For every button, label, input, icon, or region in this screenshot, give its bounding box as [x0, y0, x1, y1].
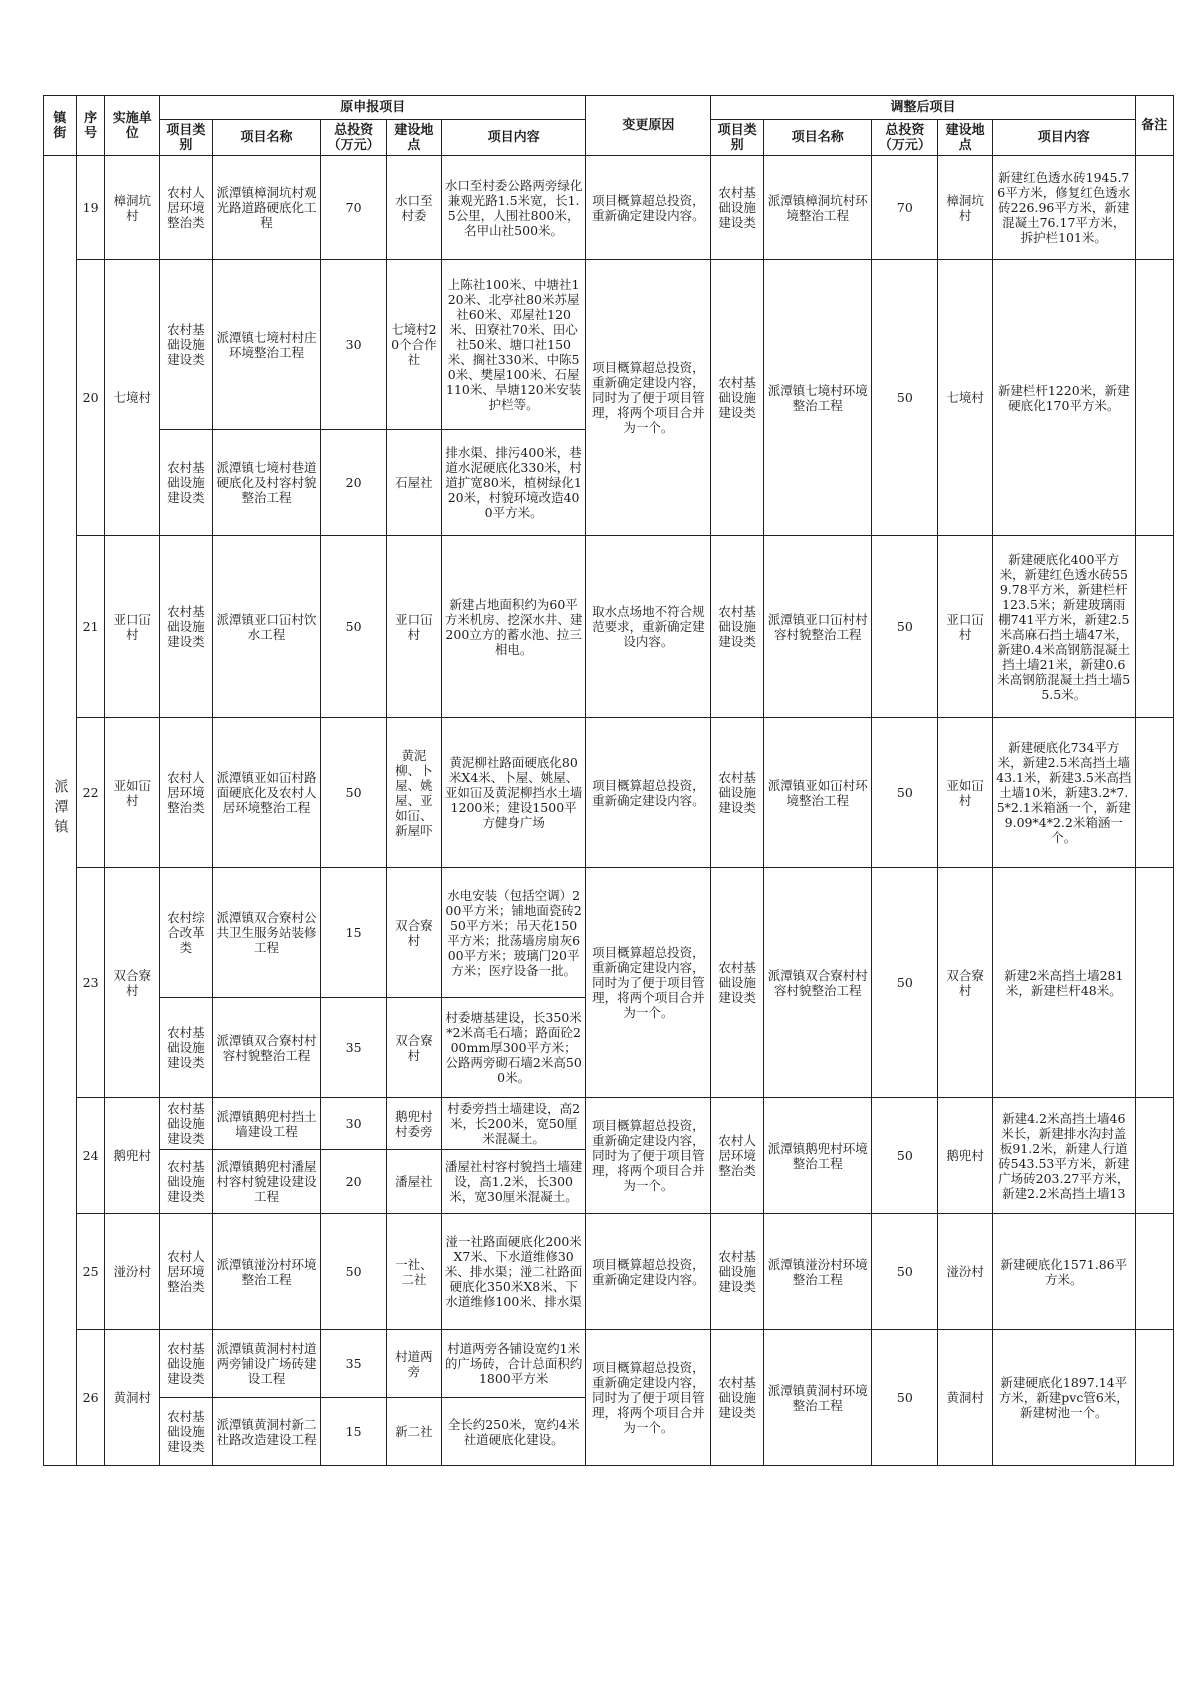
orig-investment: 15: [321, 1398, 387, 1466]
remark-cell: [1135, 1098, 1173, 1214]
adj-name: 派潭镇鹅兜村环境整治工程: [763, 1098, 871, 1214]
orig-category: 农村基础设施建设类: [160, 998, 213, 1098]
orig-location: 双合寮村: [386, 998, 441, 1098]
orig-name: 派潭镇樟洞坑村观光路道路硬底化工程: [212, 156, 320, 260]
adj-name: 派潭镇黄洞村环境整治工程: [763, 1330, 871, 1466]
orig-location: 新二社: [386, 1398, 441, 1466]
orig-content: 潘屋社村容村貌挡土墙建设，高1.2米，长300米，宽30厘米混凝土。: [441, 1150, 586, 1214]
header-unit: 实施单位: [105, 96, 160, 156]
orig-content: 水电安装（包括空调）200平方米；铺地面瓷砖250平方米；吊天花150平方米；批荡墙房扇灰600平方米；玻璃门20平方米；医疗设备一批。: [441, 868, 586, 998]
orig-investment: 20: [321, 1150, 387, 1214]
row-seq: 22: [76, 718, 104, 868]
adj-investment: 50: [872, 536, 938, 718]
header-adj-investment: 总投资（万元）: [872, 120, 938, 156]
adj-location: 双合寮村: [938, 868, 993, 1098]
orig-content: 黄泥柳社路面硬底化80米X4米、卜屋、姚屋、亚如冚及黄泥柳挡水土墙1200米；建设1500平方健身广场: [441, 718, 586, 868]
row-seq: 24: [76, 1098, 104, 1214]
row-seq: 23: [76, 868, 104, 1098]
adj-location: 亚如冚村: [938, 718, 993, 868]
adj-name: 派潭镇双合寮村村容村貌整治工程: [763, 868, 871, 1098]
orig-category: 农村人居环境整治类: [160, 718, 213, 868]
adj-location: 樟洞坑村: [938, 156, 993, 260]
orig-location: 七境村20个合作社: [386, 260, 441, 430]
orig-content: 湴一社路面硬底化200米X7米、下水道维修30米、排水渠；湴二社路面硬底化350米X8米、下水道维修100米、排水渠: [441, 1214, 586, 1330]
adj-content: 新建4.2米高挡土墙46米长，新建排水沟封盖板91.2米，新建人行道砖543.53平方米，新建广场砖203.27平方米，新建2.2米高挡土墙13: [993, 1098, 1136, 1214]
town-cell: 派潭镇: [44, 156, 77, 1466]
orig-category: 农村人居环境整治类: [160, 156, 213, 260]
orig-content: 排水渠、排污400米，巷道水泥硬底化330米，村道扩宽80米，植树绿化120米，村貌环境改造400平方米。: [441, 430, 586, 536]
row-unit: 亚口冚村: [105, 536, 160, 718]
adj-category: 农村基础设施建设类: [711, 536, 764, 718]
row-seq: 20: [76, 260, 104, 536]
row-unit: 鹅兜村: [105, 1098, 160, 1214]
orig-investment: 35: [321, 1330, 387, 1398]
adj-location: 鹅兜村: [938, 1098, 993, 1214]
row-unit: 双合寮村: [105, 868, 160, 1098]
orig-category: 农村基础设施建设类: [160, 1398, 213, 1466]
row-unit: 七境村: [105, 260, 160, 536]
orig-name: 派潭镇亚口冚村饮水工程: [212, 536, 320, 718]
orig-investment: 50: [321, 536, 387, 718]
orig-category: 农村基础设施建设类: [160, 1098, 213, 1150]
orig-content: 上陈社100米、中塘社120米、北亭社80米苏屋社60米、邓屋社120米、田寮社70米、田心社50米、塘口社150米、搁社330米、中陈50米、樊屋100米、石屋110米、旱塘120米安装护栏等。: [441, 260, 586, 430]
table-row: [44, 1214, 1174, 1330]
adj-location: 亚口冚村: [938, 536, 993, 718]
adj-category: 农村基础设施建设类: [711, 156, 764, 260]
table-row: [44, 536, 1174, 718]
change-reason: 项目概算超总投资，重新确定建设内容。: [586, 1214, 711, 1330]
adj-name: 派潭镇亚如冚村环境整治工程: [763, 718, 871, 868]
orig-investment: 30: [321, 260, 387, 430]
change-reason: 项目概算超总投资，重新确定建设内容。: [586, 718, 711, 868]
header-change-reason: 变更原因: [586, 96, 711, 156]
change-reason: 项目概算超总投资，重新确定建设内容，同时为了便于项目管理，将两个项目合并为一个。: [586, 260, 711, 536]
change-reason: 项目概算超总投资，重新确定建设内容，同时为了便于项目管理，将两个项目合并为一个。: [586, 1098, 711, 1214]
orig-location: 双合寮村: [386, 868, 441, 998]
orig-name: 派潭镇黄洞村村道两旁铺设广场砖建设工程: [212, 1330, 320, 1398]
orig-investment: 35: [321, 998, 387, 1098]
adj-category: 农村基础设施建设类: [711, 1330, 764, 1466]
adj-category: 农村基础设施建设类: [711, 260, 764, 536]
orig-investment: 70: [321, 156, 387, 260]
orig-name: 派潭镇七境村巷道硬底化及村容村貌整治工程: [212, 430, 320, 536]
orig-content: 村道两旁各铺设宽约1米的广场砖，合计总面积约1800平方米: [441, 1330, 586, 1398]
orig-name: 派潭镇湴汾村环境整治工程: [212, 1214, 320, 1330]
adj-category: 农村基础设施建设类: [711, 718, 764, 868]
adj-location: 湴汾村: [938, 1214, 993, 1330]
orig-category: 农村人居环境整治类: [160, 1214, 213, 1330]
table-row: [44, 868, 1174, 998]
row-unit: 樟洞坑村: [105, 156, 160, 260]
table-row: [44, 260, 1174, 430]
row-seq: 21: [76, 536, 104, 718]
orig-investment: 30: [321, 1098, 387, 1150]
orig-content: 村委旁挡土墙建设，高2米，长200米，宽50厘米混凝土。: [441, 1098, 586, 1150]
adj-content: 新建2米高挡土墙281米，新建栏杆48米。: [993, 868, 1136, 1098]
orig-investment: 15: [321, 868, 387, 998]
header-adj-content: 项目内容: [993, 120, 1136, 156]
adj-investment: 50: [872, 260, 938, 536]
header-orig-location: 建设地点: [386, 120, 441, 156]
header-original-group: 原申报项目: [160, 96, 586, 120]
orig-content: 村委塘基建设，长350米*2米高毛石墙；路面砼200mm厚300平方米；公路两旁砌石墙2米高500米。: [441, 998, 586, 1098]
orig-name: 派潭镇亚如冚村路面硬底化及农村人居环境整治工程: [212, 718, 320, 868]
orig-name: 派潭镇鹅兜村挡土墙建设工程: [212, 1098, 320, 1150]
row-seq: 26: [76, 1330, 104, 1466]
adj-content: 新建硬底化1897.14平方米，新建pvc管6米，新建树池一个。: [993, 1330, 1136, 1466]
project-adjustment-table-page: [43, 95, 1174, 1466]
orig-investment: 20: [321, 430, 387, 536]
orig-location: 石屋社: [386, 430, 441, 536]
orig-name: 派潭镇黄洞村新二社路改造建设工程: [212, 1398, 320, 1466]
orig-name: 派潭镇双合寮村村容村貌整治工程: [212, 998, 320, 1098]
adj-name: 派潭镇湴汾村环境整治工程: [763, 1214, 871, 1330]
orig-investment: 50: [321, 718, 387, 868]
change-reason: 项目概算超总投资，重新确定建设内容。: [586, 156, 711, 260]
orig-content: 新建占地面积约为60平方米机房、挖深水井、建200立方的蓄水池、拉三相电。: [441, 536, 586, 718]
table-row: [44, 718, 1174, 868]
orig-category: 农村基础设施建设类: [160, 1150, 213, 1214]
orig-location: 鹅兜村村委旁: [386, 1098, 441, 1150]
orig-location: 亚口冚村: [386, 536, 441, 718]
header-adj-name: 项目名称: [763, 120, 871, 156]
adj-content: 新建硬底化734平方米，新建2.5米高挡土墙43.1米，新建3.5米高挡土墙10米，新建3.2*7.5*2.1米箱涵一个，新建9.09*4*2.2米箱涵一个。: [993, 718, 1136, 868]
remark-cell: [1135, 536, 1173, 718]
adj-content: 新建硬底化1571.86平方米。: [993, 1214, 1136, 1330]
header-adj-location: 建设地点: [938, 120, 993, 156]
orig-investment: 50: [321, 1214, 387, 1330]
orig-content: 全长约250米，宽约4米社道硬底化建设。: [441, 1398, 586, 1466]
adj-investment: 50: [872, 868, 938, 1098]
remark-cell: [1135, 1214, 1173, 1330]
adj-content: 新建硬底化400平方米，新建红色透水砖559.78平方米，新建栏杆123.5米；新建玻璃雨棚741平方米，新建2.5米高麻石挡土墙47米，新建0.4米高钢筋混凝土挡土墙21米，新建0.6米高钢筋混凝土挡土墙55.5米。: [993, 536, 1136, 718]
adj-name: 派潭镇樟洞坑村环境整治工程: [763, 156, 871, 260]
adj-investment: 50: [872, 1098, 938, 1214]
remark-cell: [1135, 718, 1173, 868]
orig-location: 潘屋社: [386, 1150, 441, 1214]
orig-location: 村道两旁: [386, 1330, 441, 1398]
row-unit: 湴汾村: [105, 1214, 160, 1330]
remark-cell: [1135, 1330, 1173, 1466]
header-orig-investment: 总投资（万元）: [321, 120, 387, 156]
table-row: [44, 1330, 1174, 1398]
adj-content: 新建红色透水砖1945.76平方米，修复红色透水砖226.96平方米，新建混凝土76.17平方米，拆护栏101米。: [993, 156, 1136, 260]
adj-investment: 50: [872, 1214, 938, 1330]
header-seq: 序号: [76, 96, 104, 156]
orig-name: 派潭镇鹅兜村潘屋村容村貌建设建设工程: [212, 1150, 320, 1214]
orig-location: 一社、二社: [386, 1214, 441, 1330]
row-unit: 亚如冚村: [105, 718, 160, 868]
adj-location: 七境村: [938, 260, 993, 536]
orig-category: 农村基础设施建设类: [160, 536, 213, 718]
table-row: [44, 1098, 1174, 1150]
header-orig-category: 项目类别: [160, 120, 213, 156]
adj-category: 农村基础设施建设类: [711, 868, 764, 1098]
row-unit: 黄洞村: [105, 1330, 160, 1466]
orig-name: 派潭镇七境村村庄环境整治工程: [212, 260, 320, 430]
adj-investment: 70: [872, 156, 938, 260]
change-reason: 项目概算超总投资，重新确定建设内容，同时为了便于项目管理，将两个项目合并为一个。: [586, 868, 711, 1098]
adj-investment: 50: [872, 718, 938, 868]
header-adj-category: 项目类别: [711, 120, 764, 156]
adj-name: 派潭镇七境村环境整治工程: [763, 260, 871, 536]
remark-cell: [1135, 156, 1173, 260]
adj-content: 新建栏杆1220米，新建硬底化170平方米。: [993, 260, 1136, 536]
change-reason: 取水点场地不符合规范要求，重新确定建设内容。: [586, 536, 711, 718]
remark-cell: [1135, 868, 1173, 1098]
row-seq: 25: [76, 1214, 104, 1330]
table-row: [44, 156, 1174, 260]
orig-content: 水口至村委公路两旁绿化兼观光路1.5米宽，长1.5公里，人围社800米，名甲山社500米。: [441, 156, 586, 260]
orig-location: 水口至村委: [386, 156, 441, 260]
header-town: 镇街: [44, 96, 77, 156]
header-orig-name: 项目名称: [212, 120, 320, 156]
adj-category: 农村基础设施建设类: [711, 1214, 764, 1330]
orig-location: 黄泥柳、卜屋、姚屋、亚如冚、新屋吓: [386, 718, 441, 868]
header-orig-content: 项目内容: [441, 120, 586, 156]
header-remark: 备注: [1135, 96, 1173, 156]
adj-category: 农村人居环境整治类: [711, 1098, 764, 1214]
project-adjustment-table: [43, 95, 1174, 1466]
change-reason: 项目概算超总投资，重新确定建设内容，同时为了便于项目管理，将两个项目合并为一个。: [586, 1330, 711, 1466]
adj-investment: 50: [872, 1330, 938, 1466]
adj-name: 派潭镇亚口冚村村容村貌整治工程: [763, 536, 871, 718]
row-seq: 19: [76, 156, 104, 260]
orig-category: 农村综合改革类: [160, 868, 213, 998]
orig-category: 农村基础设施建设类: [160, 260, 213, 430]
orig-category: 农村基础设施建设类: [160, 430, 213, 536]
remark-cell: [1135, 260, 1173, 536]
adj-location: 黄洞村: [938, 1330, 993, 1466]
header-adjusted-group: 调整后项目: [711, 96, 1135, 120]
orig-name: 派潭镇双合寮村公共卫生服务站装修工程: [212, 868, 320, 998]
orig-category: 农村基础设施建设类: [160, 1330, 213, 1398]
